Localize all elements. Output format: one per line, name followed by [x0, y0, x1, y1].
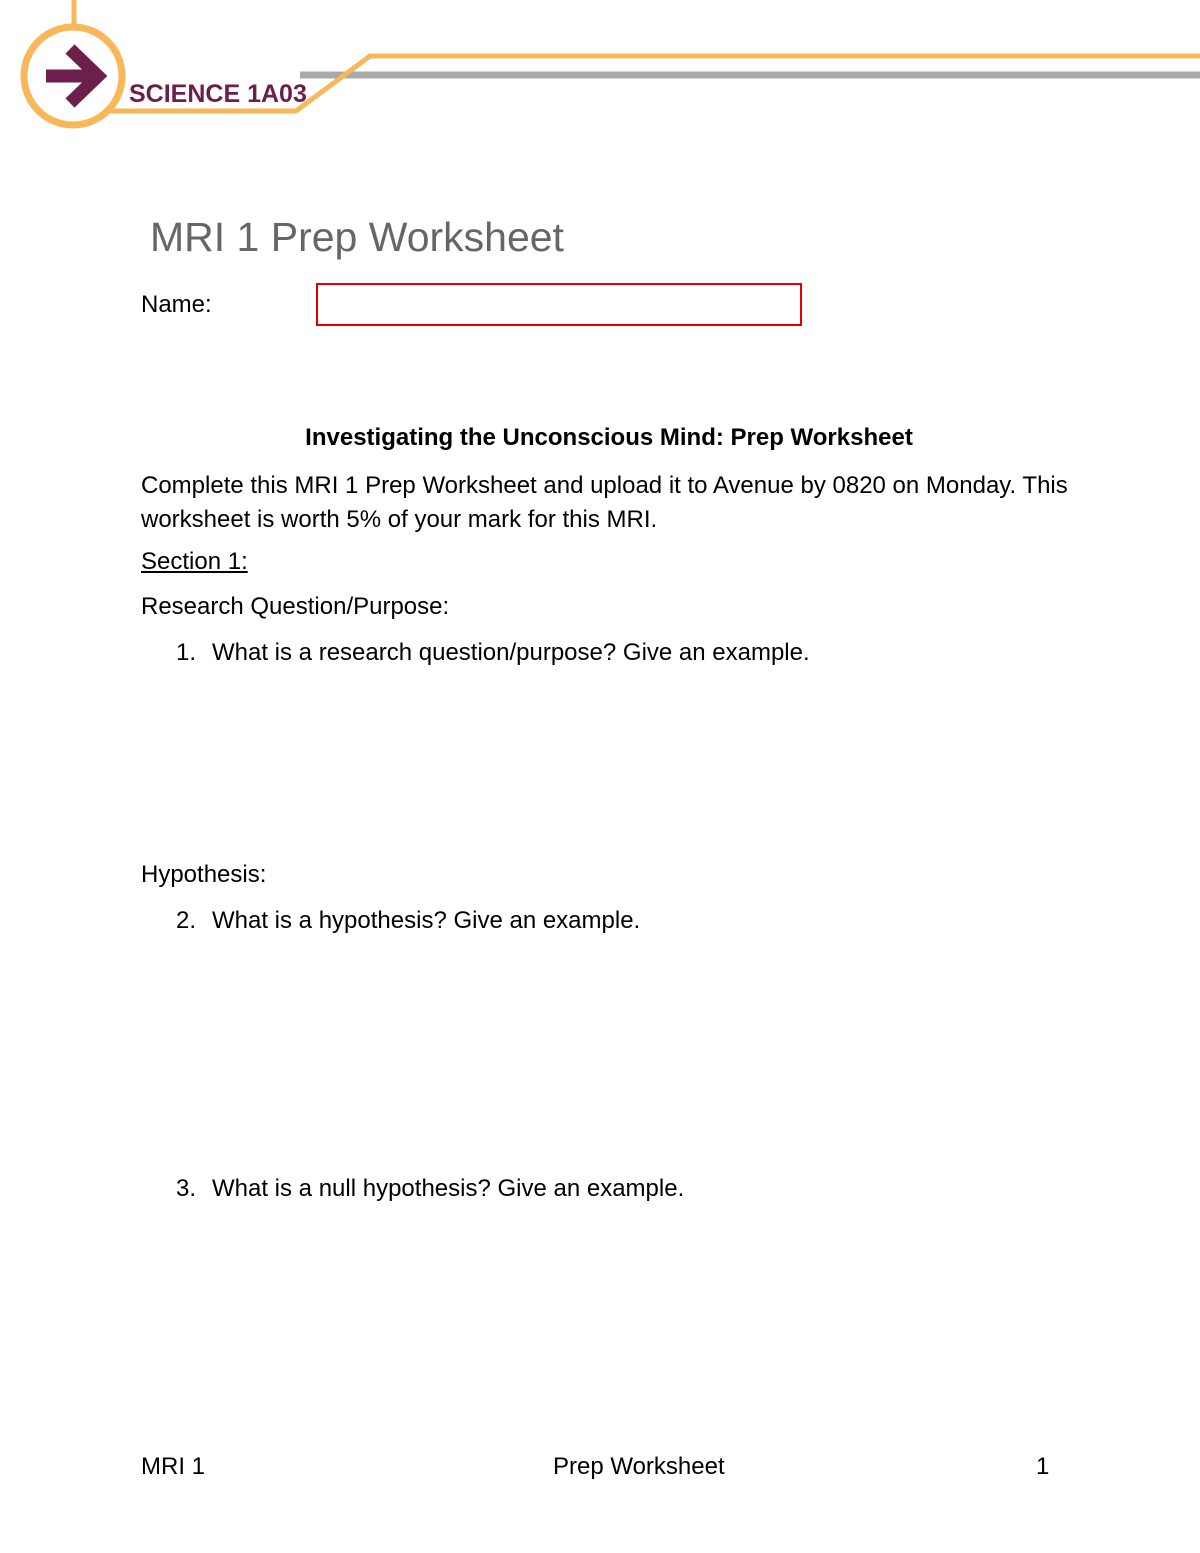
subsection-hypothesis: Hypothesis:: [141, 861, 267, 888]
header-banner: [0, 0, 1200, 140]
question-text: What is a research question/purpose? Give an example.: [212, 639, 810, 666]
section-heading: Section 1:: [141, 548, 248, 575]
question-3: [176, 1175, 684, 1203]
question-number: 1.: [176, 639, 197, 666]
question-number: 2.: [176, 907, 197, 934]
question-number: 3.: [176, 1175, 197, 1202]
page-number: 1: [1036, 1453, 1050, 1480]
page-title: MRI 1 Prep Worksheet: [150, 214, 564, 260]
footer-center: Prep Worksheet: [553, 1453, 725, 1480]
worksheet-heading: Investigating the Unconscious Mind: Prep Worksheet: [305, 424, 913, 451]
name-field[interactable]: [316, 283, 802, 326]
course-code: SCIENCE 1A03: [129, 80, 307, 108]
question-1: [176, 639, 810, 667]
footer-left: MRI 1: [141, 1453, 206, 1480]
question-2: [176, 907, 640, 935]
question-text: What is a null hypothesis? Give an example.: [212, 1175, 685, 1202]
question-text: What is a hypothesis? Give an example.: [212, 907, 641, 934]
name-label: Name:: [141, 291, 212, 318]
intro-paragraph: Complete this MRI 1 Prep Worksheet and upload it to Avenue by 0820 on Monday. This worksheet is worth 5% of your mark for this MRI.: [141, 472, 1068, 533]
subsection-research-question: Research Question/Purpose:: [141, 593, 450, 620]
course-logo: [24, 27, 122, 125]
